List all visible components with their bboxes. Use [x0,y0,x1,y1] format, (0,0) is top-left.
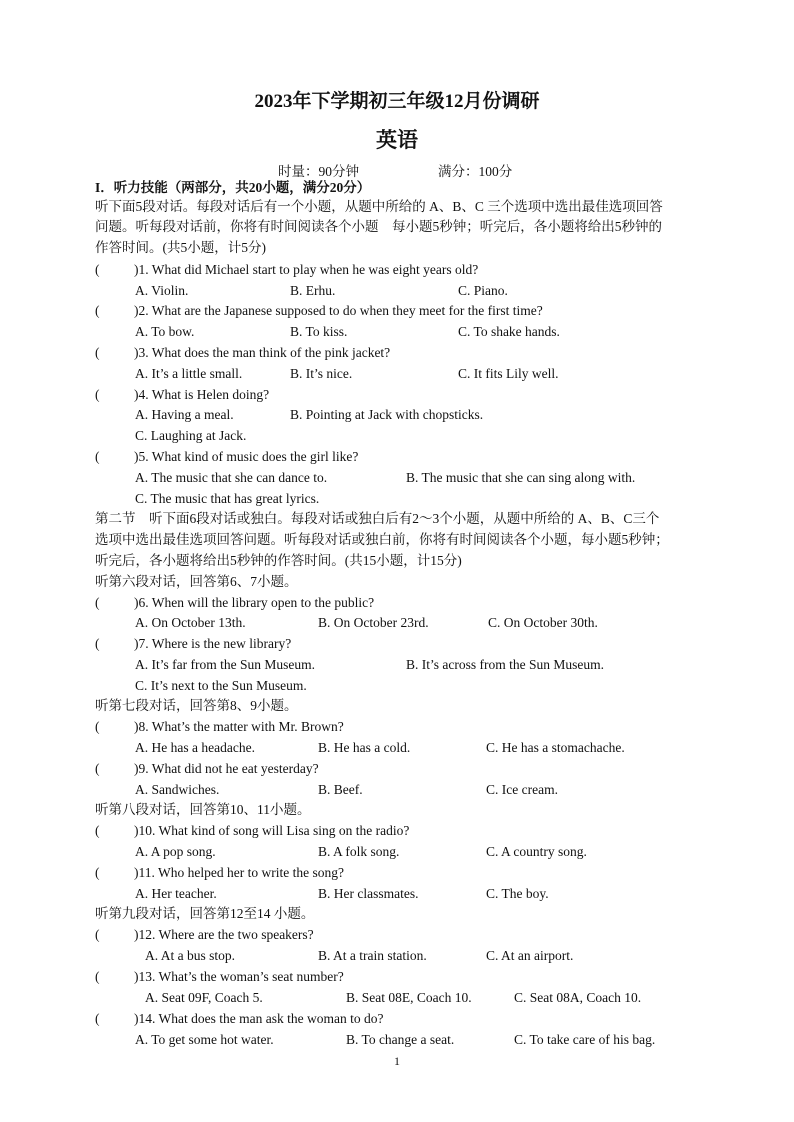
answer-paren: ( [95,823,100,838]
option-b: B. Her classmates. [318,886,419,901]
option-b: B. Seat 08E, Coach 10. [346,990,472,1005]
dialog-instruction: 听第六段对话，回答第6、7小题。 [95,574,298,589]
answer-paren: ( [95,449,100,464]
question-text: )14. What does the man ask the woman to do? [134,1011,384,1026]
part1-intro-line: 听下面5段对话。每段对话后有一个小题，从题中所给的 A、B、C 三个选项中选出最佳选项回答 [95,199,663,214]
answer-paren: ( [95,262,100,277]
answer-paren: ( [95,927,100,942]
section-heading: I．听力技能（两部分，共20小题，满分20分） [95,180,371,195]
answer-paren: ( [95,387,100,402]
option-c: C. Laughing at Jack. [135,428,247,443]
option-a: A. It’s far from the Sun Museum. [135,657,315,672]
question-text: )5. What kind of music does the girl like? [134,449,359,464]
option-a: A. To get some hot water. [135,1032,274,1047]
answer-paren: ( [95,969,100,984]
option-c: C. Ice cream. [486,782,558,797]
option-c: C. A country song. [486,844,587,859]
answer-paren: ( [95,345,100,360]
answer-paren: ( [95,719,100,734]
page-number: 1 [394,1054,400,1068]
option-c: C. To take care of his bag. [514,1032,656,1047]
subject-title: 英语 [376,128,418,152]
option-a: A. A pop song. [135,844,216,859]
question-text: )10. What kind of song will Lisa sing on the radio? [134,823,410,838]
part1-intro-line: 问题。听每段对话前，你将有时间阅读各个小题 每小题5秒钟；听完后，各小题将给出5秒钟的 [95,219,662,234]
option-c: C. He has a stomachache. [486,740,625,755]
option-b: B. The music that she can sing along with. [406,470,636,485]
option-a: A. The music that she can dance to. [135,470,328,485]
option-b: B. He has a cold. [318,740,411,755]
option-a: A. He has a headache. [135,740,255,755]
part1-intro-line: 作答时间。(共5小题，计5分) [95,240,266,255]
question-text: )6. When will the library open to the public? [134,595,375,610]
option-a: A. Violin. [135,283,189,298]
option-a: A. On October 13th. [135,615,246,630]
option-b: B. It’s across from the Sun Museum. [406,657,604,672]
answer-paren: ( [95,303,100,318]
option-b: B. Pointing at Jack with chopsticks. [290,407,484,422]
option-b: B. Beef. [318,782,363,797]
option-a: A. Having a meal. [135,407,234,422]
option-b: B. A folk song. [318,844,400,859]
option-c: C. The music that has great lyrics. [135,491,320,506]
option-c: C. The boy. [486,886,549,901]
question-text: )7. Where is the new library? [134,636,292,651]
option-a: A. It’s a little small. [135,366,243,381]
time-limit: 时量：90分钟 [278,164,359,179]
option-b: B. At a train station. [318,948,427,963]
question-text: )4. What is Helen doing? [134,387,270,402]
option-c: C. Piano. [458,283,508,298]
answer-paren: ( [95,636,100,651]
answer-paren: ( [95,761,100,776]
dialog-instruction: 听第九段对话，回答第12至14 小题。 [95,906,315,921]
question-text: )13. What’s the woman’s seat number? [134,969,344,984]
dialog-instruction: 听第八段对话，回答第10、11小题。 [95,802,311,817]
option-c: C. It’s next to the Sun Museum. [135,678,307,693]
answer-paren: ( [95,865,100,880]
question-text: )1. What did Michael start to play when he was eight years old? [134,262,479,277]
option-a: A. Her teacher. [135,886,217,901]
question-text: )9. What did not he eat yesterday? [134,761,319,776]
option-b: B. Erhu. [290,283,336,298]
answer-paren: ( [95,595,100,610]
option-c: C. To shake hands. [458,324,560,339]
question-text: )11. Who helped her to write the song? [134,865,344,880]
dialog-instruction: 听第七段对话，回答第8、9小题。 [95,698,298,713]
question-text: )2. What are the Japanese supposed to do when they meet for the first time? [134,303,543,318]
answer-paren: ( [95,1011,100,1026]
option-c: C. Seat 08A, Coach 10. [514,990,642,1005]
part2-intro-line: 第二节 听下面6段对话或独白。每段对话或独白后有2～3个小题，从题中所给的 A、B、C三个 [95,511,660,526]
exam-title: 2023年下学期初三年级12月份调研 [254,91,540,112]
option-a: A. Seat 09F, Coach 5. [145,990,263,1005]
part2-intro-line: 听完后，各小题将给出5秒钟的作答时间。(共15小题，计15分) [95,553,462,568]
full-score: 满分：100分 [438,164,513,179]
option-c: C. On October 30th. [488,615,598,630]
question-text: )12. Where are the two speakers? [134,927,314,942]
option-a: A. At a bus stop. [145,948,236,963]
option-b: B. To change a seat. [346,1032,455,1047]
option-a: A. Sandwiches. [135,782,220,797]
part2-intro-line: 选项中选出最佳选项回答问题。听每段对话或独白前，你将有时间阅读各个小题，每小题5秒钟； [95,532,669,547]
option-c: C. It fits Lily well. [458,366,559,381]
option-c: C. At an airport. [486,948,574,963]
option-b: B. To kiss. [290,324,348,339]
option-b: B. It’s nice. [290,366,353,381]
option-a: A. To bow. [135,324,195,339]
question-text: )3. What does the man think of the pink jacket? [134,345,391,360]
question-text: )8. What’s the matter with Mr. Brown? [134,719,344,734]
option-b: B. On October 23rd. [318,615,429,630]
